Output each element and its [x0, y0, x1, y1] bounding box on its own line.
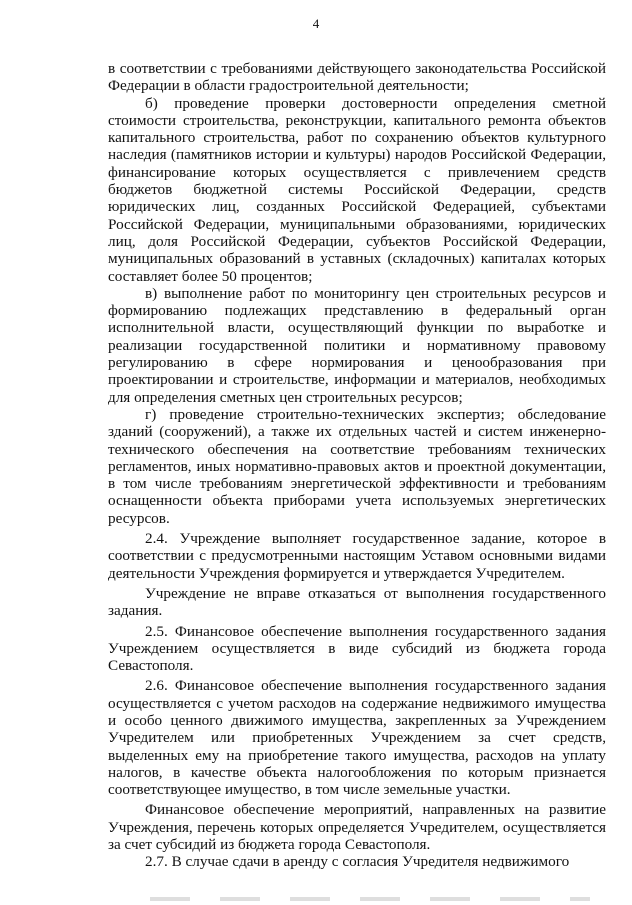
paragraph: 2.6. Финансовое обеспечение выполнения государственного задания осуществляется с учетом расходов на содержание недвижимого имущества и особо ценного движимого имущества, закрепленных за Учреждением Учредителем или приобретенных Учреждением за счет средств, выделенных ему на приобретение такого имущества, расходов на уплату налогов, в качестве объекта налогообложения по которым признается соответствующее имущество, в том числе земельные участки.	[108, 677, 606, 799]
page-number: 4	[312, 16, 320, 31]
paragraph: 2.7. В случае сдачи в аренду с согласия Учредителя недвижимого	[145, 853, 570, 871]
scan-artifact	[150, 897, 590, 901]
paragraph: Финансовое обеспечение мероприятий, направленных на развитие Учреждения, перечень которых определяется Учредителем, осуществляется за счет субсидий из бюджета города Севастополя.	[108, 801, 606, 854]
paragraph: в) выполнение работ по мониторингу цен строительных ресурсов и формированию подлежащих представлению в федеральный орган исполнительной власти, осуществляющий функции по выработке и реализации государственной политики и нормативному правовому регулированию в сфере нормирования и ценообразования при проектировании и строительстве, информации и материалов, необходимых для определения сметных цен строительных ресурсов;	[108, 284, 606, 406]
paragraph: 2.4. Учреждение выполняет государственное задание, которое в соответствии с предусмотренными настоящим Уставом основными видами деятельности Учреждения формируется и утверждается Учредителем.	[108, 530, 606, 582]
paragraph: г) проведение строительно-технических экспертиз; обследование зданий (сооружений), а также их отдельных частей и систем инженерно-технического обеспечения на соответствие требованиям технических регламентов, иных нормативно-правовых актов и проектной документации, в том числе требованиям энергетической эффективности и требованиям оснащенности объекта приборами учета используемых энергетических ресурсов.	[108, 405, 606, 527]
paragraph: б) проведение проверки достоверности определения сметной стоимости строительства, реконструкции, капитального ремонта объектов капитального строительства, работ по сохранению объектов культурного наследия (памятников истории и культуры) народов Российской Федерации, финансирование которых осуществляется с привлечением средств бюджетов бюджетной системы Российской Федерации, средств юридических лиц, созданных Российской Федерацией, субъектами Российской Федерации, муниципальными образованиями, юридических лиц, доля Российской Федерации, субъектов Российской Федерации, муниципальных образований в уставных (складочных) капиталах которых составляет более 50 процентов;	[108, 94, 606, 285]
paragraph: Учреждение не вправе отказаться от выполнения государственного задания.	[108, 584, 606, 620]
paragraph: в соответствии с требованиями действующего законодательства Российской Федерации в области градостроительной деятельности;	[108, 60, 606, 95]
paragraph: 2.5. Финансовое обеспечение выполнения государственного задания Учреждением осуществляется в виде субсидий из бюджета города Севастополя.	[108, 622, 606, 675]
document-body	[108, 60, 606, 871]
